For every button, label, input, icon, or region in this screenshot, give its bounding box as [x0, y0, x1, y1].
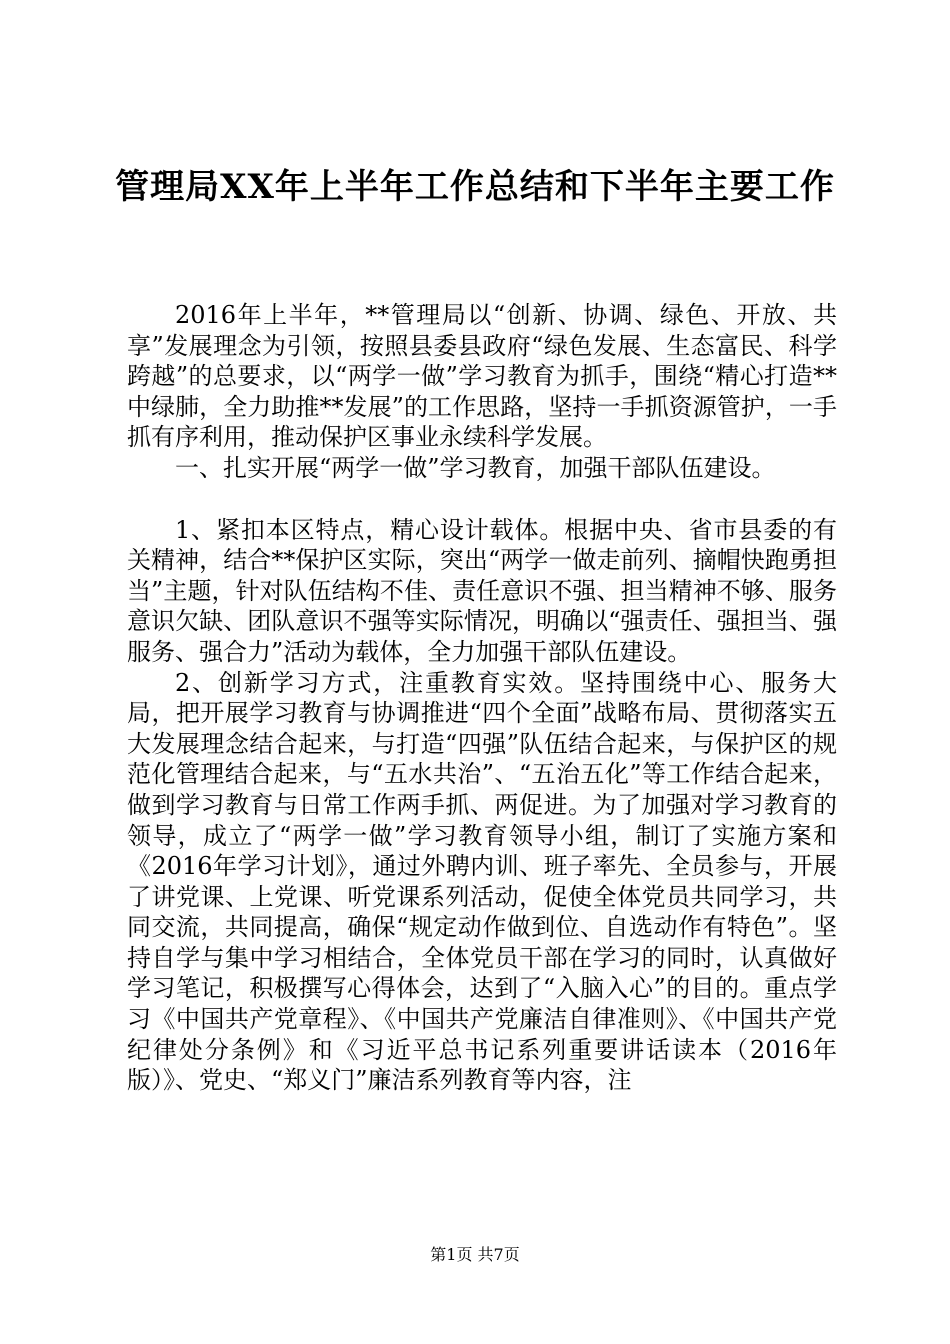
paragraph-item-1: 1、紧扣本区特点，精心设计载体。根据中央、省市县委的有关精神，结合**保护区实际，突出“两学一做走前列、摘帽快跑勇担当”主题，针对队伍结构不佳、责任意识不强、担当精神不够、服务意识欠缺、团队意识不强等实际情况，明确以“强责任、强担当、强服务、强合力”活动为载体，全力加强干部队伍建设。 [127, 515, 837, 666]
intro-paragraph: 2016年上半年，**管理局以“创新、协调、绿色、开放、共享”发展理念为引领，按照县委县政府“绿色发展、生态富民、科学跨越”的总要求，以“两学一做”学习教育为抓手，围绕“精心打造**中绿肺，全力助推**发展”的工作思路，坚持一手抓资源管护，一手抓有序利用，推动保护区事业永续科学发展。 [127, 301, 837, 452]
document-title: 管理局XX年上半年工作总结和下半年主要工作 [115, 167, 835, 207]
document-body [127, 300, 837, 1096]
section-heading: 一、扎实开展“两学一做”学习教育，加强干部队伍建设。 [175, 453, 776, 482]
paragraph-item-2: 2、创新学习方式，注重教育实效。坚持围绕中心、服务大局，把开展学习教育与协调推进“四个全面”战略布局、贯彻落实五大发展理念结合起来，与打造“四强”队伍结合起来，与保护区的规范化管理结合起来，与“五水共治”、“五治五化”等工作结合起来，做到学习教育与日常工作两手抓、两促进。为了加强对学习教育的领导，成立了“两学一做”学习教育领导小组，制订了实施方案和《2016年学习计划》，通过外聘内训、班子率先、全员参与，开展了讲党课、上党课、听党课系列活动，促使全体党员共同学习，共同交流，共同提高，确保“规定动作做到位、自选动作有特色”。坚持自学与集中学习相结合，全体党员干部在学习的同时，认真做好学习笔记，积极撰写心得体会，达到了“入脑入心”的目的。重点学习《中国共产党章程》、《中国共产党廉洁自律准则》、《中国共产党纪律处分条例》和《习近平总书记系列重要讲话读本（2016年版）》、党史、“郑义门”廉洁系列教育等内容，注 [127, 668, 837, 1095]
page-footer: 第1页 共7页 [430, 1245, 520, 1264]
